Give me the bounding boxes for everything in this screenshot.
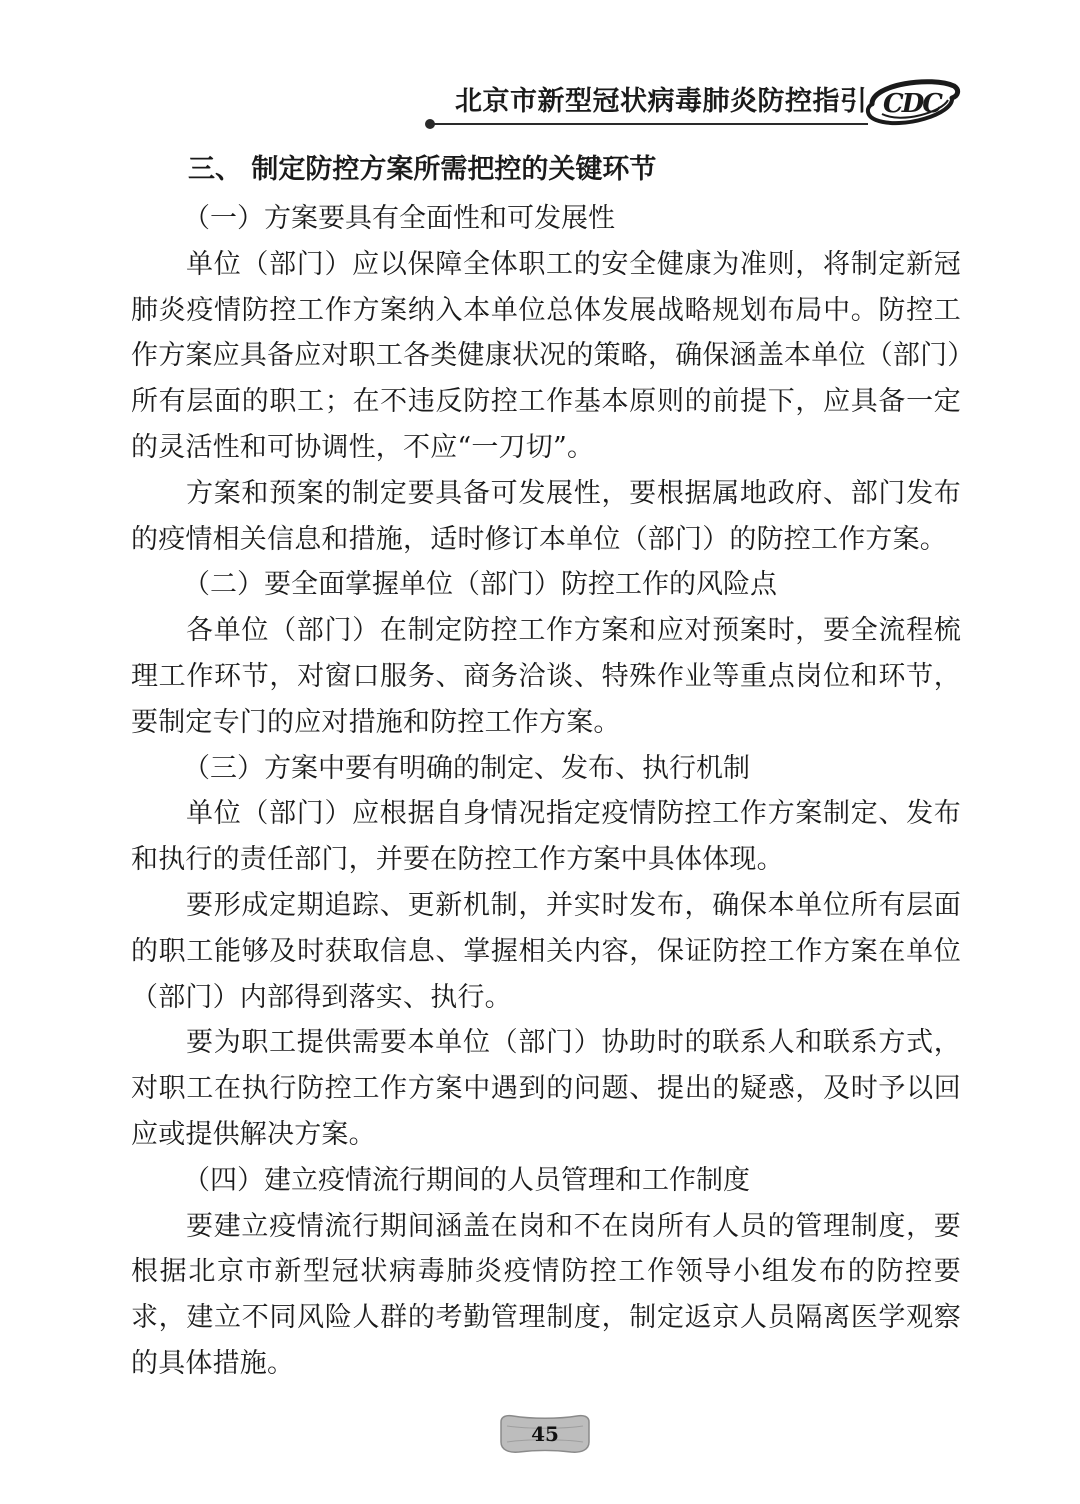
section-heading: 三、 制定防控方案所需把控的关键环节 [188,154,657,185]
cdc-logo [862,74,962,130]
subsection-heading-4: （四）建立疫情流行期间的人员管理和工作制度 [183,1164,750,1196]
paragraph-3-2: 要形成定期追踪、更新机制，并实时发布，确保本单位所有层面的职工能够及时获取信息、掌握相关内容，保证防控工作方案在单位（部门）内部得到落实、执行。 [131,889,961,1013]
subsection-heading-1: （一）方案要具有全面性和可发展性 [183,203,615,234]
subsection-heading-2: （二）要全面掌握单位（部门）防控工作的风险点 [183,569,777,601]
paragraph-3-1: 单位（部门）应根据自身情况指定疫情防控工作方案制定、发布和执行的责任部门，并要在防控工作方案中具体体现。 [131,798,961,876]
paragraph-1-1: 单位（部门）应以保障全体职工的安全健康为准则，将制定新冠肺炎疫情防控工作方案纳入本单位总体发展战略规划布局中。防控工作方案应具备应对职工各类健康状况的策略，确保涵盖本单位（部门）所有层面的职工；在不违反防控工作基本原则的前提下，应具备一定的灵活性和可协调性，不应“一刀切”。 [131,248,961,463]
subsection-heading-3: （三）方案中要有明确的制定、发布、执行机制 [183,752,750,784]
paragraph-4-1: 要建立疫情流行期间涵盖在岗和不在岗所有人员的管理制度，要根据北京市新型冠状病毒肺炎疫情防控工作领导小组发布的防控要求，建立不同风险人群的考勤管理制度，制定返京人员隔离医学观察的具体措施。 [131,1210,961,1379]
paragraph-1-2: 方案和预案的制定要具备可发展性，要根据属地政府、部门发布的疫情相关信息和措施，适时修订本单位（部门）的防控工作方案。 [131,477,961,555]
paragraph-3-3: 要为职工提供需要本单位（部门）协助时的联系人和联系方式，对职工在执行防控工作方案中遇到的问题、提出的疑惑，及时予以回应或提供解决方案。 [131,1027,961,1150]
paragraph-2-1: 各单位（部门）在制定防控工作方案和应对预案时，要全流程梳理工作环节，对窗口服务、商务洽谈、特殊作业等重点岗位和环节，要制定专门的应对措施和防控工作方案。 [131,615,961,738]
page-content [131,150,961,1387]
page-number: 45 [531,1422,559,1446]
cdc-logo-text: CDC [883,89,941,119]
running-header-title: 北京市新型冠状病毒肺炎防控指引 [455,86,868,117]
header-rule [430,123,868,125]
